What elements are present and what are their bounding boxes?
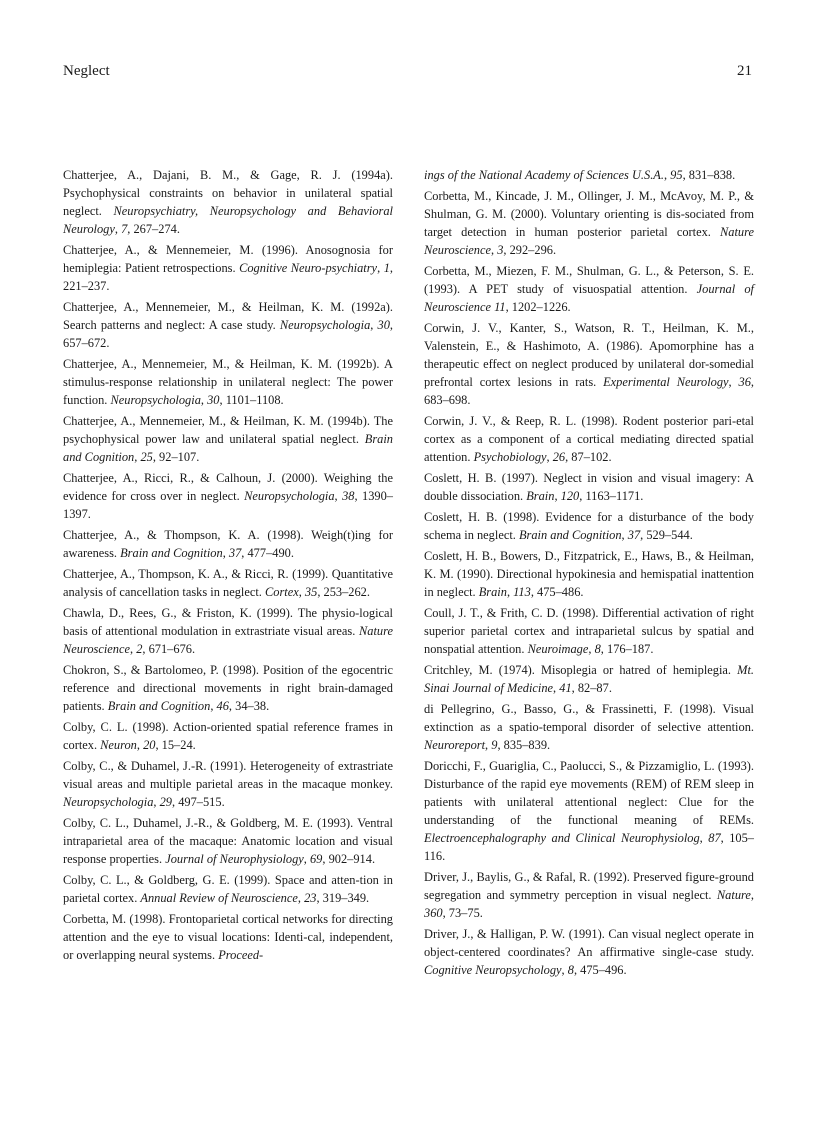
reference-journal: Nature Neuroscience [63,624,393,656]
reference-text: Colby, C. L., & Goldberg, G. E. (1999). Space and atten-tion in parietal cortex. [63,873,393,905]
reference-separator: , [136,738,144,752]
reference-entry [63,910,393,964]
reference-journal: Nature [716,888,751,902]
reference-text: Coslett, H. B. (1998). Evidence for a disturbance of the body schema in neglect. [424,510,754,542]
reference-journal: Nature Neuroscience [424,225,754,257]
reference-text: Driver, J., & Halligan, P. W. (1991). Can visual neglect operate in object-centered coordinates? An affirmative single-case study. [424,927,754,959]
reference-separator: , [506,585,514,599]
references-right-column [424,166,754,982]
reference-pages: , 657–672. [63,318,393,350]
reference-volume: 1 [383,261,390,275]
reference-separator: , [485,738,492,752]
reference-journal: Neuropsychologia [244,489,335,503]
reference-journal: Neuron [100,738,137,752]
reference-journal: Neuroimage [527,642,589,656]
reference-separator: , [134,450,141,464]
reference-text: Chatterjee, A., Mennemeier, M., & Heilman, K. M. (1992a). Search patterns and neglect: A case study. [63,300,393,332]
reference-pages: , 1202–1226. [505,300,571,314]
reference-entry [63,469,393,523]
reference-journal: ings of the National Academy of Sciences U.S.A. [424,168,664,182]
reference-journal: Electroencephalography and Clinical Neurophysiolog [424,831,700,845]
reference-journal: Brain and Cognition [518,528,622,542]
reference-journal: Brain and Cognition [63,432,393,464]
reference-separator: , [297,891,305,905]
reference-text: Coull, J. T., & Frith, C. D. (1998). Differential activation of right superior parietal cortex and intraparietal sulcus by spatial and nonspatial attention. [424,606,754,656]
reference-volume: 360 [424,906,443,920]
reference-entry [63,814,393,868]
reference-text: Corwin, J. V., Kanter, S., Watson, R. T., Heilman, K. M., Valenstein, E., & Hashimoto, A. (1986). Apomorphine has a therapeutic effect on neglect produced by unilateral dor-somedial prefrontal cortex lesions in rats. [424,321,754,389]
reference-text: Chokron, S., & Bartolomeo, P. (1998). Position of the egocentric reference and directional movements in right brain-damaged patients. [63,663,393,713]
reference-journal: Neuropsychologia [63,795,154,809]
reference-volume: 25 [140,450,153,464]
reference-journal: Cognitive Neuropsychology [424,963,562,977]
reference-pages: , 902–914. [322,852,376,866]
reference-separator: , [546,450,553,464]
reference-entry [63,412,393,466]
reference-entry [63,661,393,715]
reference-entry [424,661,754,697]
reference-pages: , 477–490. [241,546,294,560]
reference-entry [63,241,393,295]
reference-separator: , [553,681,560,695]
reference-journal: Brain and Cognition [120,546,223,560]
reference-journal: Cognitive Neuro-psychiatry [239,261,378,275]
reference-entry [424,925,754,979]
reference-text: Chatterjee, A., Mennemeier, M., & Heilman, K. M. (1994b). The psychophysical power law and unilateral spatial neglect. [63,414,393,446]
reference-text: Chatterjee, A., Thompson, K. A., & Ricci, R. (1999). Quantitative analysis of cancellation tasks in neglect. [63,567,393,599]
reference-separator: , [200,393,208,407]
reference-text: Chatterjee, A., Dajani, B. M., & Gage, R. J. (1994a). Psychophysical constraints on behavior in unilateral spatial neglect. [63,168,393,218]
reference-volume: 87 [708,831,721,845]
references-left-column [63,166,393,967]
reference-text: Coslett, H. B. (1997). Neglect in vision and visual imagery: A double dissociation. [424,471,754,503]
reference-journal: Mt. Sinai Journal of Medicine [424,663,754,695]
reference-volume: 8 [594,642,601,656]
reference-volume: 35 [304,585,318,599]
reference-separator: , [114,222,122,236]
reference-text: di Pellegrino, G., Basso, G., & Frassinetti, F. (1998). Visual extinction as a spatio-temporal disorder of selective attention. [424,702,754,734]
reference-separator: , [153,795,160,809]
reference-journal: Brain [526,489,555,503]
reference-volume: 7 [121,222,128,236]
reference-pages: , 683–698. [424,375,754,407]
reference-separator: , [370,318,378,332]
reference-separator: , [728,375,739,389]
reference-entry [424,412,754,466]
running-head [63,62,752,80]
reference-entry [63,757,393,811]
reference-text: Chatterjee, A., & Thompson, K. A. (1998). Weigh(t)ing for awareness. [63,528,393,560]
reference-journal: Journal of Neurophysiology [165,852,304,866]
reference-volume: 38 [342,489,355,503]
reference-text: Colby, C. L., Duhamel, J.-R., & Goldberg, M. E. (1993). Ventral intraparietal area of the macaque: Anatomic location and visual response properties. [63,816,393,866]
reference-separator: , [750,888,754,902]
reference-pages: , 1163–1171. [579,489,644,503]
reference-separator: , [663,168,671,182]
reference-entry [424,757,754,865]
reference-entry [424,187,754,259]
reference-pages: , 87–102. [565,450,612,464]
reference-volume: 26 [552,450,566,464]
reference-entry [63,355,393,409]
reference-separator: , [222,546,229,560]
reference-separator: , [377,261,384,275]
reference-journal: Brain and Cognition [107,699,211,713]
reference-separator: , [561,963,568,977]
reference-volume: 30 [377,318,390,332]
reference-pages: , 15–24. [155,738,196,752]
reference-entry [424,508,754,544]
running-title: Neglect [63,63,110,79]
reference-text: Doricchi, F., Guariglia, C., Paolucci, S., & Pizzamiglio, L. (1993). Disturbance of the rapid eye movements (REM) of REM sleep in patients with unilateral attentional neglect: Clue for the understanding of the functional meaning of REMs. [424,759,754,827]
reference-entry [63,166,393,238]
reference-pages: , 267–274. [127,222,180,236]
reference-pages: , 319–349. [316,891,370,905]
reference-text: Corbetta, M., Kincade, J. M., Ollinger, J. M., McAvoy, M. P., & Shulman, G. M. (2000). Voluntary orienting is dis-sociated from target detection in human posterior parietal cortex. [424,189,754,239]
reference-separator: , [621,528,628,542]
reference-separator: , [490,243,498,257]
reference-volume: 23 [304,891,317,905]
reference-pages: , 221–237. [63,261,393,293]
reference-text: Corwin, J. V., & Reep, R. L. (1998). Rodent posterior pari-etal cortex as a component of a cortical mediating directed spatial attention. [424,414,754,464]
reference-volume: 37 [627,528,641,542]
reference-volume: 11 [494,300,506,314]
reference-separator: , [334,489,343,503]
reference-journal: Neuropsychologia [110,393,201,407]
reference-text: Chawla, D., Rees, G., & Friston, K. (1999). The physio-logical basis of attentional modulation in extrastriate visual areas. [63,606,393,638]
reference-volume: 2 [136,642,143,656]
reference-separator: , [588,642,595,656]
reference-journal: Annual Review of Neuroscience [140,891,298,905]
reference-volume: 95 [670,168,683,182]
reference-volume: 41 [559,681,572,695]
reference-entry [63,565,393,601]
reference-volume: 8 [567,963,574,977]
reference-entry [424,700,754,754]
reference-entry [63,526,393,562]
reference-entry [424,262,754,316]
reference-pages: , 82–87. [571,681,612,695]
reference-entry [63,871,393,907]
reference-separator: , [210,699,217,713]
reference-separator: , [129,642,137,656]
reference-volume: 36 [738,375,751,389]
reference-pages: , 176–187. [600,642,654,656]
reference-entry [424,319,754,409]
reference-volume: 20 [143,738,156,752]
reference-journal: Neuropsychologia [279,318,371,332]
reference-volume: 69 [309,852,323,866]
reference-pages: , 835–839. [497,738,551,752]
reference-entry [63,298,393,352]
reference-pages: , 73–75. [442,906,483,920]
reference-volume: 46 [216,699,229,713]
reference-pages: , 475–496. [573,963,627,977]
reference-entry [424,547,754,601]
reference-entry [424,604,754,658]
reference-volume: 30 [207,393,220,407]
reference-pages: , 831–838. [682,168,736,182]
reference-pages: , 475–486. [530,585,584,599]
reference-journal: Brain [478,585,507,599]
reference-volume: 29 [159,795,172,809]
reference-entry [63,604,393,658]
reference-journal: Experimental Neurology [603,375,729,389]
reference-pages: , 497–515. [172,795,225,809]
reference-pages: , 92–107. [152,450,200,464]
reference-separator: , [699,831,709,845]
reference-journal: Proceed- [218,948,264,962]
reference-separator: , [298,585,305,599]
reference-text: Chatterjee, A., Mennemeier, M., & Heilman, K. M. (1992b). A stimulus-response relationship in unilateral neglect: The power function. [63,357,393,407]
reference-journal: Neuropsychiatry, Neuropsychology and Behavioral Neurology [63,204,393,236]
reference-separator: , [554,489,561,503]
reference-text: Chatterjee, A., Ricci, R., & Calhoun, J. (2000). Weighing the evidence for cross over in neglect. [63,471,393,503]
reference-text: Coslett, H. B., Bowers, D., Fitzpatrick, E., Haws, B., & Heilman, K. M. (1990). Directional hypokinesia and hemispatial inattention in neglect. [424,549,754,599]
reference-entry [63,718,393,754]
reference-text: Colby, C., & Duhamel, J.-R. (1991). Heterogeneity of extrastriate visual areas and multiple parietal areas in the macaque monkey. [63,759,393,791]
reference-entry [424,469,754,505]
reference-volume: 120 [560,489,580,503]
reference-journal: Cortex [264,585,299,599]
reference-entry [424,868,754,922]
reference-journal: Psychobiology [473,450,547,464]
reference-text: Corbetta, M., Miezen, F. M., Shulman, G. L., & Peterson, S. E. (1993). A PET study of visuospatial attention. [424,264,754,296]
reference-volume: 9 [491,738,498,752]
reference-text: Driver, J., Baylis, G., & Rafal, R. (1992). Preserved figure-ground segregation and symmetry perception in visual neglect. [424,870,754,902]
reference-pages: , 1101–1108. [219,393,284,407]
reference-entry [424,166,754,184]
reference-journal: Journal of Neuroscience [424,282,754,314]
reference-pages: , 292–296. [503,243,557,257]
reference-pages: , 1390–1397. [63,489,394,521]
reference-pages: , 671–676. [142,642,196,656]
reference-journal: Neuroreport [424,738,486,752]
reference-volume: 37 [228,546,242,560]
reference-text: Colby, C. L. (1998). Action-oriented spatial reference frames in cortex. [63,720,393,752]
reference-text: Corbetta, M. (1998). Frontoparietal cortical networks for directing attention and the eye to visual locations: Identi-cal, independent, or overlapping neural systems. [63,912,393,962]
reference-pages: , 529–544. [640,528,693,542]
reference-text: Critchley, M. (1974). Misoplegia or hatred of hemiplegia. [424,663,738,677]
reference-volume: 113 [513,585,531,599]
reference-pages: , 253–262. [317,585,370,599]
reference-pages: , 34–38. [228,699,270,713]
reference-separator: , [303,852,310,866]
reference-volume: 3 [497,243,504,257]
reference-text: Chatterjee, A., & Mennemeier, M. (1996). Anosognosia for hemiplegia: Patient retrospections. [63,243,393,275]
reference-pages: , 105–116. [424,831,754,863]
page-number: 21 [737,63,752,79]
